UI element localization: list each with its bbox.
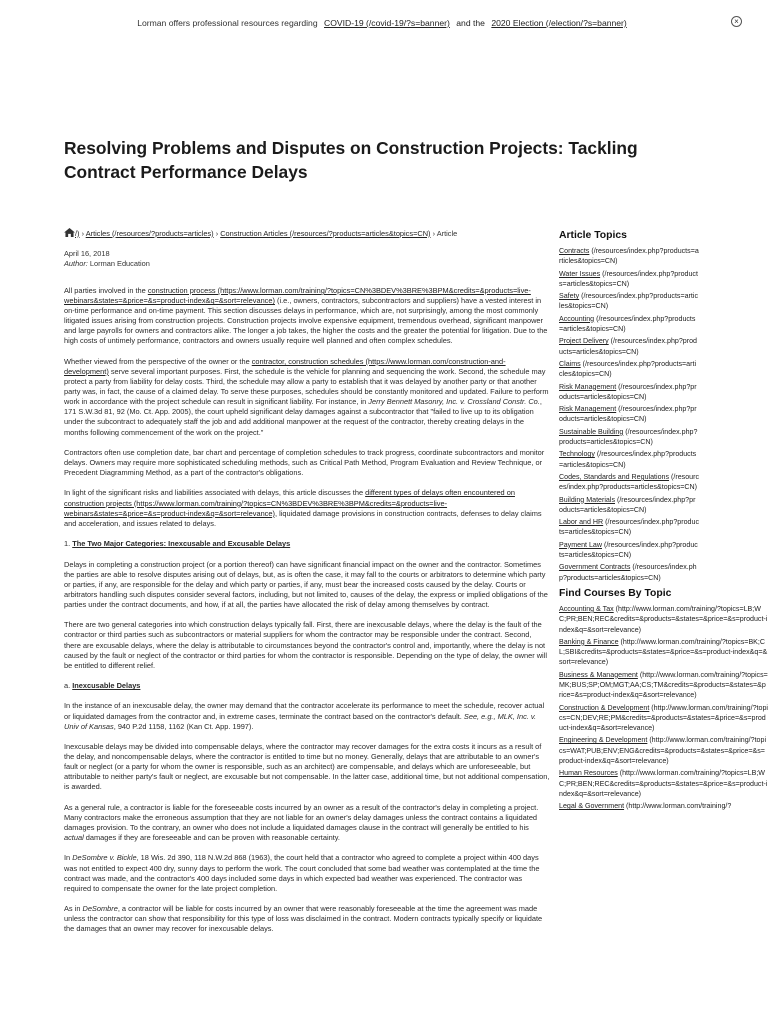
case-citation: DeSombre	[82, 904, 118, 914]
text: damages if they are foreseeable and can be proven with reasonable certainty.	[83, 833, 340, 843]
topic-name: Codes, Standards and Regulations	[559, 472, 670, 481]
course-item[interactable]	[559, 735, 768, 766]
topic-name: Risk Management	[559, 382, 617, 391]
article-paragraph	[64, 357, 550, 438]
course-link[interactable]	[559, 638, 767, 667]
breadcrumb-home-link: /)	[75, 229, 80, 238]
topic-name: Labor and HR	[559, 518, 604, 527]
home-icon	[64, 228, 75, 237]
topic-item[interactable]	[559, 517, 699, 538]
topic-url: (/resources/index.php?products=articles&topics=CN)	[559, 292, 699, 311]
topic-link[interactable]	[559, 541, 698, 559]
topic-link[interactable]	[559, 247, 699, 265]
course-item[interactable]	[559, 670, 768, 701]
topic-name: Accounting	[559, 314, 595, 323]
topic-url: (/resources/index.php?products=articles&topics=CN)	[559, 337, 698, 356]
topic-link[interactable]	[559, 450, 696, 468]
article-paragraph: Delays in completing a construction project (or a portion thereof) can have significant financial impact on the owner and the contractor. Sometimes the parties are able to resolve disputes arising out of delays, but, as is often the case, it may fall to the courts or arbitrators to determine which party or parties, if any, are responsible for the delay and which party or parties, if any, must bear the increased costs caused by the delay. Courts or arbitrators handling such disputes consider several factors, including, but not limited to, causes of the delay, the express or implied obligations of the parties under the contract documents, and how, if at all, the parties have allocated the risk of delay among themselves by contract.	[64, 559, 548, 609]
subsection-number: a.	[64, 681, 73, 691]
topic-url: (/resources/index.php?products=articles&topics=CN)	[559, 495, 696, 514]
course-url: (http://www.lorman.com/training/?topics=MK;BUS;SP;OM;MGT;AA;CS;TM&credits=&products=&states=&price=&s=product-index&q=&sort=relevance)	[559, 670, 768, 700]
topic-name: Payment Law	[559, 540, 602, 549]
topic-name: Technology	[559, 450, 595, 459]
text: serve several important purposes. First, the schedule is the vehicle for planning and sequencing the work. Second, the schedule may protect a party from liability for delay costs. Third, the schedule may allow a party to establish that it was delayed by another party or that another party was, in fact, the cause of a claimed delay. To serve these purposes, schedules should be constantly monitored and updated. Failure to perform work in accordance with the project schedule can result in significant liability. For instance, in	[64, 366, 549, 407]
topic-link[interactable]	[559, 360, 696, 378]
text: , liquidated damage provisions in construction contracts, defenses to delay claims and acceleration, and issues related to delays.	[64, 508, 542, 528]
article-author	[64, 259, 150, 269]
announcement-banner	[0, 18, 768, 28]
topic-link[interactable]	[559, 315, 695, 333]
topic-url: (/resources/index.php?products=articles&topics=CN)	[559, 518, 699, 537]
article-date: April 16, 2018	[64, 249, 110, 258]
topic-url: (/resources/index.php?products=articles&topics=CN)	[559, 314, 696, 334]
topic-url: (/resources/index.php?products=articles&topics=CN)	[559, 450, 697, 469]
article-paragraph: There are two general categories into which construction delays typically fall. First, there are inexcusable delays, where the delay is the fault of the contractor or third parties such as subcontractors or material suppliers for whom the contractor may be responsible under the contract. Second, there are excusable delays, where the delay is attributable to circumstances beyond the contractor's control and, importantly, where the delay is not caused by the fault or neglect of the contractor or third parties for whom the contractor is responsible. Depending on the type of delay, the owner will be entitled to different relief.	[64, 620, 547, 670]
topic-item[interactable]	[559, 449, 699, 470]
topic-url: (/resources/index.php?products=articles&topics=CN)	[559, 269, 698, 288]
topic-link[interactable]	[559, 473, 699, 491]
section-number: 1.	[64, 539, 73, 549]
topic-item[interactable]	[559, 427, 699, 448]
topic-link[interactable]	[559, 383, 697, 401]
breadcrumb	[64, 228, 534, 238]
course-name: Legal & Government	[559, 802, 625, 811]
topic-item[interactable]	[559, 291, 699, 312]
topic-name: Government Contracts	[559, 563, 631, 572]
article-body	[64, 286, 550, 945]
page-title: Resolving Problems and Disputes on Construction Projects: Tackling Contract Performance Delays	[64, 138, 638, 182]
section-heading	[64, 539, 550, 549]
article-paragraph	[64, 286, 550, 347]
article-paragraph	[64, 904, 550, 934]
breadcrumb-construction-articles[interactable]: Construction Articles (/resources/?products=articles&topics=CN)	[220, 229, 431, 238]
topic-link[interactable]	[559, 405, 697, 423]
topic-item[interactable]	[559, 246, 699, 267]
article-paragraph	[64, 488, 550, 528]
find-courses-heading: Find Courses By Topic	[559, 587, 672, 599]
courses-list	[559, 604, 768, 812]
text: Whether viewed from the perspective of the owner or the	[64, 356, 252, 366]
text: As in	[64, 904, 83, 914]
text: As a general rule, a contractor is liable for the foreseeable costs incurred by an owner as a result of the contractor's delay in completing a project. Many contractors make the erroneous assumption that they are not liable for an owner's delay damages unless the contract contains a liquidated damages provision. To the contrary, an owner who does not include a liquidated damages clause in the contract will generally be entitled to his	[64, 802, 539, 832]
article-paragraph	[64, 803, 550, 843]
topic-url: (/resources/index.php?products=articles&topics=CN)	[559, 382, 697, 401]
topic-url: (/resources/index.php?products=articles&topics=CN)	[559, 427, 698, 447]
text: , a contractor will be liable for costs incurred by an owner that were reasonably foreseeable at the time the agreement was made unless the contractor can show that responsibility for this type of loss was disclaimed in the contract. Modern contracts typically specify or liquidate the damages that an owner may recover for inexcusable delays.	[64, 904, 543, 934]
breadcrumb-separator: ›	[432, 229, 437, 238]
topic-item[interactable]	[559, 562, 699, 583]
topic-item[interactable]	[559, 359, 699, 380]
topic-name: Building Materials	[559, 495, 615, 504]
topic-item[interactable]	[559, 314, 699, 335]
topic-name: Project Delivery	[559, 337, 609, 346]
course-url: (http://www.lorman.com/training/?	[624, 802, 732, 811]
topic-url: (/resources/index.php?products=articles&topics=CN)	[559, 472, 699, 492]
subsection-heading	[64, 681, 550, 691]
topic-url: (/resources/index.php?products=articles&topics=CN)	[559, 247, 699, 266]
course-link[interactable]	[559, 769, 767, 798]
topic-item[interactable]	[559, 495, 699, 516]
article-topics-list	[559, 246, 768, 583]
close-icon[interactable]: ×	[731, 16, 742, 27]
article-topics-heading: Article Topics	[559, 230, 627, 241]
case-citation: DeSombre v. Bickle	[72, 853, 137, 863]
topic-url: (/resources/index.php?products=articles&topics=CN)	[559, 405, 697, 424]
topic-item[interactable]	[559, 404, 699, 425]
section-title: The Two Major Categories: Inexcusable and Excusable Delays	[72, 539, 291, 549]
course-link[interactable]	[559, 736, 766, 765]
text: (i.e., owners, contractors, subcontractors and suppliers) have a vested interest in on-time performance and on-time payment. This section discusses delays in performance, which are, not surprisingly, among the most commonly litigated issues arising from construction projects. Construction projects involve expensive equipment, tremendous overhead, significant manpower and large payrolls for owners and contractors alike. The longer a job takes, the higher the costs and the greater the potential for litigation. Due to the high costs of untimely performance, contractors and owners usually require well planned and often complex schedules.	[64, 296, 548, 346]
course-url: (http://www.lorman.com/training/?topics=BK;CL;SBI&credits=&products=&states=&price=&s=product-index&q=&sort=relevance)	[559, 637, 768, 667]
text: , 18 Wis. 2d 390, 118 N.W.2d 868 (1963), the court held that a contractor who agreed to complete a project within 400 days was not entitled to expect 400 dry, sunny days to perform the work. The court concluded that some bad weather was contemplated at the time the contract was made, and the contractor's 400 days included some days in which expected bad weather was experienced. The contractor was required to compensate the owner for the late project completion.	[64, 853, 540, 893]
text: , 171 S.W.3d 81, 92 (Mo. Ct. App. 2005), the court upheld significant delay damages against a subcontractor that "failed to live up to its obligation under the subcontract to adequately staff the job and add additional manpower at the request of the contractor, thereby creating delays in the months following commencement of the work on the project."	[64, 397, 542, 437]
sidebar	[559, 229, 768, 814]
topic-link[interactable]	[559, 428, 697, 446]
banner-election-link[interactable]: 2020 Election (/election/?s=banner)	[491, 18, 627, 28]
course-item[interactable]	[559, 703, 768, 734]
topic-item[interactable]	[559, 336, 699, 357]
breadcrumb-articles[interactable]: Articles (/resources/?products=articles)	[85, 229, 214, 238]
case-citation: Jerry Bennett Masonry, Inc. v. Crossland Constr. Co.	[368, 397, 540, 407]
course-link[interactable]	[559, 802, 731, 810]
emphasis: actual	[64, 833, 84, 843]
course-url: (http://www.lorman.com/training/?topics=LB;WC;PR;BEN;REC&credits=&products=&states=&price=&s=product-index&q=&sort=relevance)	[559, 604, 768, 634]
topic-url: (/resources/index.php?products=articles&topics=CN)	[559, 540, 698, 560]
course-name: Banking & Finance	[559, 637, 619, 646]
topic-name: Safety	[559, 292, 580, 301]
construction-process-link[interactable]: construction process (https://www.lorman.com/training/?topics=CN%3BDEV%3BRE%3BPM&credits=&products=live-webinars&states=&price=&s=product-index&q=&sort=relevance)	[64, 286, 531, 306]
author-label: Author:	[64, 259, 88, 268]
construction-schedules-link[interactable]: contractor, construction schedules (https://www.lorman.com/construction-and-development)	[64, 356, 506, 376]
text: In the instance of an inexcusable delay, the owner may demand that the contractor accelerate its performance to meet the schedule, recover actual or liquidated damages from the contractor and, in extreme cases, terminate the contract based on the contractor's default.	[64, 701, 545, 721]
topic-link[interactable]	[559, 337, 697, 355]
article-paragraph	[64, 853, 550, 893]
topic-url: (/resources/index.php?products=articles&topics=CN)	[559, 359, 697, 379]
topic-item[interactable]	[559, 382, 699, 403]
case-citation: See, e.g., MLK, Inc. v. Univ of Kansas	[64, 711, 537, 731]
topic-name: Water Issues	[559, 269, 601, 278]
text: In light of the significant risks and liabilities associated with delays, this article discusses the	[64, 488, 366, 498]
topic-link[interactable]	[559, 518, 699, 536]
topic-name: Contracts	[559, 247, 590, 255]
topic-link[interactable]	[559, 563, 697, 581]
text: All parties involved in the	[64, 286, 148, 295]
topic-name: Risk Management	[559, 405, 617, 414]
course-item[interactable]	[559, 637, 768, 668]
article-paragraph: Contractors often use completion date, bar chart and percentage of completion schedules to track progress, coordinate subcontractors and monitor delays. Owners may require more sophisticated scheduling methods, such as Critical Path Method, Program Evaluation and Review Technique, or Precedent Diagramming Method, as a part of the contractor's obligations.	[64, 447, 545, 478]
topic-name: Sustainable Building	[559, 427, 624, 436]
course-url: (http://www.lorman.com/training/?topics=WAT;PUB;ENV;ENG&credits=&products=&states=&price=&s=product-index&q=&sort=relevance)	[559, 736, 767, 766]
breadcrumb-current: Article	[436, 229, 458, 238]
topic-name: Claims	[559, 359, 581, 368]
course-name: Construction & Development	[559, 703, 650, 712]
article-meta	[64, 249, 150, 269]
course-link[interactable]	[559, 671, 768, 700]
subsection-title: Inexcusable Delays	[72, 681, 141, 691]
course-name: Business & Management	[559, 670, 638, 679]
course-url: (http://www.lorman.com/training/?topics=CN;DEV;RE;PM&credits=&products=&states=&price=&s=product-index&q=&sort=relevance)	[559, 703, 768, 733]
course-name: Engineering & Development	[559, 736, 648, 745]
course-item[interactable]	[559, 801, 768, 811]
breadcrumb-home[interactable]	[64, 229, 80, 238]
topic-link[interactable]	[559, 496, 695, 514]
topic-item[interactable]	[559, 540, 699, 561]
topic-item[interactable]	[559, 269, 699, 290]
breadcrumb-separator: ›	[81, 229, 86, 238]
topic-link[interactable]	[559, 270, 698, 288]
banner-covid-link[interactable]: COVID-19 (/covid-19/?s=banner)	[324, 18, 450, 28]
topic-item[interactable]	[559, 472, 699, 493]
course-item[interactable]	[559, 768, 768, 799]
course-name: Accounting & Tax	[559, 604, 614, 613]
breadcrumb-separator: ›	[215, 229, 221, 238]
article-paragraph: Inexcusable delays may be divided into compensable delays, where the contractor may recover damages for the extra costs it incurs as a result of the delay, and noncompensable delays, where the contractor is entitled to time but no money. Generally, delays that are attributable to an owner's fault or neglect (or a party for whom the owner is responsible, such as an architect) are compensable, and delays which are unforeseeable, but attributable to neither party's fault or neglect, are excusable but not compensable. In the latter case, additional time, but not additional compensation, is awarded.	[64, 742, 550, 792]
course-link[interactable]	[559, 605, 767, 634]
course-item[interactable]	[559, 604, 768, 635]
course-link[interactable]	[559, 704, 768, 733]
course-url: (http://www.lorman.com/training/?topics=LB;WC;PR;BEN;REC&credits=&products=&states=&price=&s=product-index&q=&sort=relevance)	[559, 769, 768, 798]
text: , 940 P.2d 1158, 1162 (Kan Ct. App. 1997).	[113, 721, 254, 731]
article-paragraph	[64, 701, 550, 731]
topic-url: (/resources/index.php?products=articles&topics=CN)	[559, 563, 697, 582]
text: In	[64, 853, 73, 863]
types-of-delays-link[interactable]: different types of delays often encountered on construction projects (https://www.lorman.com/training/?topics=CN%3BDEV%3BRE%3BPM&credits=&products=live-webinars&states=&price=&s=product-index&q=&sort=relevance)	[64, 488, 515, 518]
topic-link[interactable]	[559, 292, 698, 310]
banner-and-text: and the	[456, 18, 485, 28]
author-name: Lorman Education	[89, 259, 150, 268]
banner-text: Lorman offers professional resources regarding	[137, 18, 318, 28]
course-name: Human Resources	[559, 769, 618, 778]
